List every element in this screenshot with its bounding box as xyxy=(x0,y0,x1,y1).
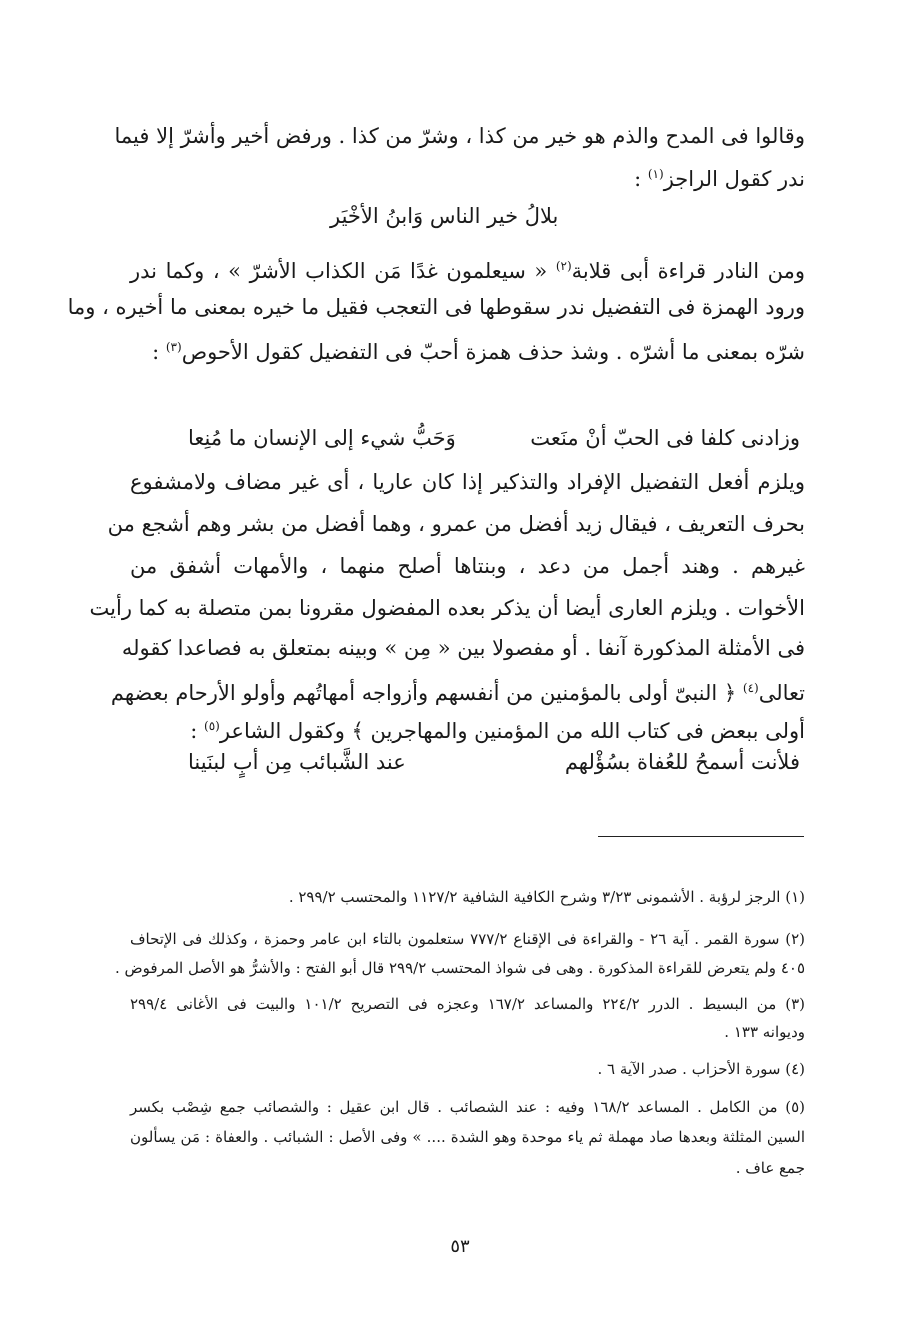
footnote: (٣) من البسيط . الدرر ٢٢٤/٢ والمساعد ١٦٧/٢ وعجزه فى التصريح ١٠١/٢ والبيت فى الأغانى ٢٩٩/٤ xyxy=(130,995,805,1013)
text-span: « سيعلمون غدًا مَن الكذاب الأشرّ » ، وكما ندر xyxy=(130,259,556,283)
text-span: ﴿ النبىّ أولى بالمؤمنين من أنفسهم وأزواجه أمهاتُهم وأولو الأرحام بعضهم xyxy=(110,681,743,705)
footnote-ref: (٥) xyxy=(204,719,220,733)
text-span: ويلزم أفعل التفضيل الإفراد والتذكير إذا كان عاريا ، أى غير مضاف ولامشفوع xyxy=(130,470,805,494)
page-number: ٥٣ xyxy=(450,1236,470,1257)
verse-hemistich-left: وَحَبُّ شيء إلى الإنسان ما مُنِعا xyxy=(188,426,456,450)
text-line xyxy=(89,588,805,628)
text-span: غيرهم . وهند أجمل من دعد ، وبنتاها أصلح منهما ، والأمهات أشفق من xyxy=(130,554,805,578)
verse-hemistich-right: فلأنت أسمحُ للعُفاة بسُؤْلهم xyxy=(564,750,800,774)
text-span: وقالوا فى المدح والذم هو خير من كذا ، وشرّ من كذا . ورفض أخير وأشرّ إلا فيما xyxy=(114,124,805,148)
footnote-ref: (٢) xyxy=(555,259,572,273)
text-span: تعالى xyxy=(758,681,805,705)
text-span: ومن النادر قراءة أبى قلابة xyxy=(571,259,805,283)
text-span: شرّه بمعنى ما أشرّه . وشذ حذف همزة أحبّ فى التفضيل كقول الأحوص xyxy=(181,340,805,364)
text-span: بحرف التعريف ، فيقال زيد أفضل من عمرو ، وهما أفضل من بشر وهم أشجع من xyxy=(107,512,805,536)
text-span: : xyxy=(634,167,648,191)
text-line xyxy=(67,287,805,327)
footnote: السين المثلثة وبعدها صاد مهملة ثم ياء موحدة وهو الشدة .... » وفى الأصل : الشبائب . والعفاة : مَن يسألون xyxy=(130,1128,805,1146)
footnote: (٢) سورة القمر . آية ٢٦ - والقراءة فى الإقناع ٧٧٧/٢ ستعلمون بالتاء ابن عامر وحمزة ، وكذلك فى الإتحاف xyxy=(130,930,805,948)
text-span: ورود الهمزة فى التفضيل ندر سقوطها فى التعجب فقيل ما خيره بمعنى ما أخيره ، وما xyxy=(67,295,805,319)
text-line xyxy=(130,327,805,372)
footnote-separator xyxy=(598,836,804,837)
text-span: : xyxy=(152,340,166,364)
footnote: (٤) سورة الأحزاب . صدر الآية ٦ . xyxy=(597,1060,805,1078)
footnote-ref: (٤) xyxy=(742,681,759,695)
verse-hemistich-right: وزادنى كلفا فى الحبّ أنْ منَعت xyxy=(530,426,800,450)
text-span: الأخوات . ويلزم العارى أيضا أن يذكر بعده المفضول مقرونا بمن متصلة به كما رأيت xyxy=(89,596,805,620)
text-line xyxy=(130,462,805,502)
text-line xyxy=(114,116,805,156)
text-line xyxy=(130,246,805,291)
footnote: وديوانه ١٣٣ . xyxy=(724,1023,805,1041)
footnote: ٤٠٥ ولم يتعرض للقراءة المذكورة . وهى فى شواذ المحتسب ٢٩٩/٢ قال أبو الفتح : والأشرُّ هو الأصل المرفوض . xyxy=(114,959,805,977)
verse-hemistich-left: عند الشَّبائب مِن أبٍ لبنَينا xyxy=(188,750,406,774)
footnote: جمع عاف . xyxy=(735,1159,805,1177)
text-span: فى الأمثلة المذكورة آنفا . أو مفصولا بين « مِن » وبينه بمتعلق به فصاعدا كقوله xyxy=(121,636,805,660)
text-span: : xyxy=(190,719,204,743)
text-line xyxy=(130,546,805,586)
text-line xyxy=(130,154,805,199)
footnote-ref: (٣) xyxy=(165,340,182,354)
text-line xyxy=(107,504,805,544)
footnote: (٥) من الكامل . المساعد ١٦٨/٢ وفيه : عند الشصائب . قال ابن عقيل : والشصائب جمع شِصْب بكسر xyxy=(130,1098,805,1116)
text-span: ندر كقول الراجز xyxy=(663,167,805,191)
footnote: (١) الرجز لرؤبة . الأشمونى ٣/٢٣ وشرح الكافية الشافية ١١٢٧/٢ والمحتسب ٢٩٩/٢ . xyxy=(288,888,805,906)
footnote-ref: (١) xyxy=(647,167,664,181)
verse-line: بلالُ خير الناس وَابنُ الأخْيَر xyxy=(330,204,559,228)
text-span: أولى ببعض فى كتاب الله من المؤمنين والمهاجرين ﴾ وكقول الشاعر xyxy=(219,719,805,743)
text-line xyxy=(121,628,805,668)
